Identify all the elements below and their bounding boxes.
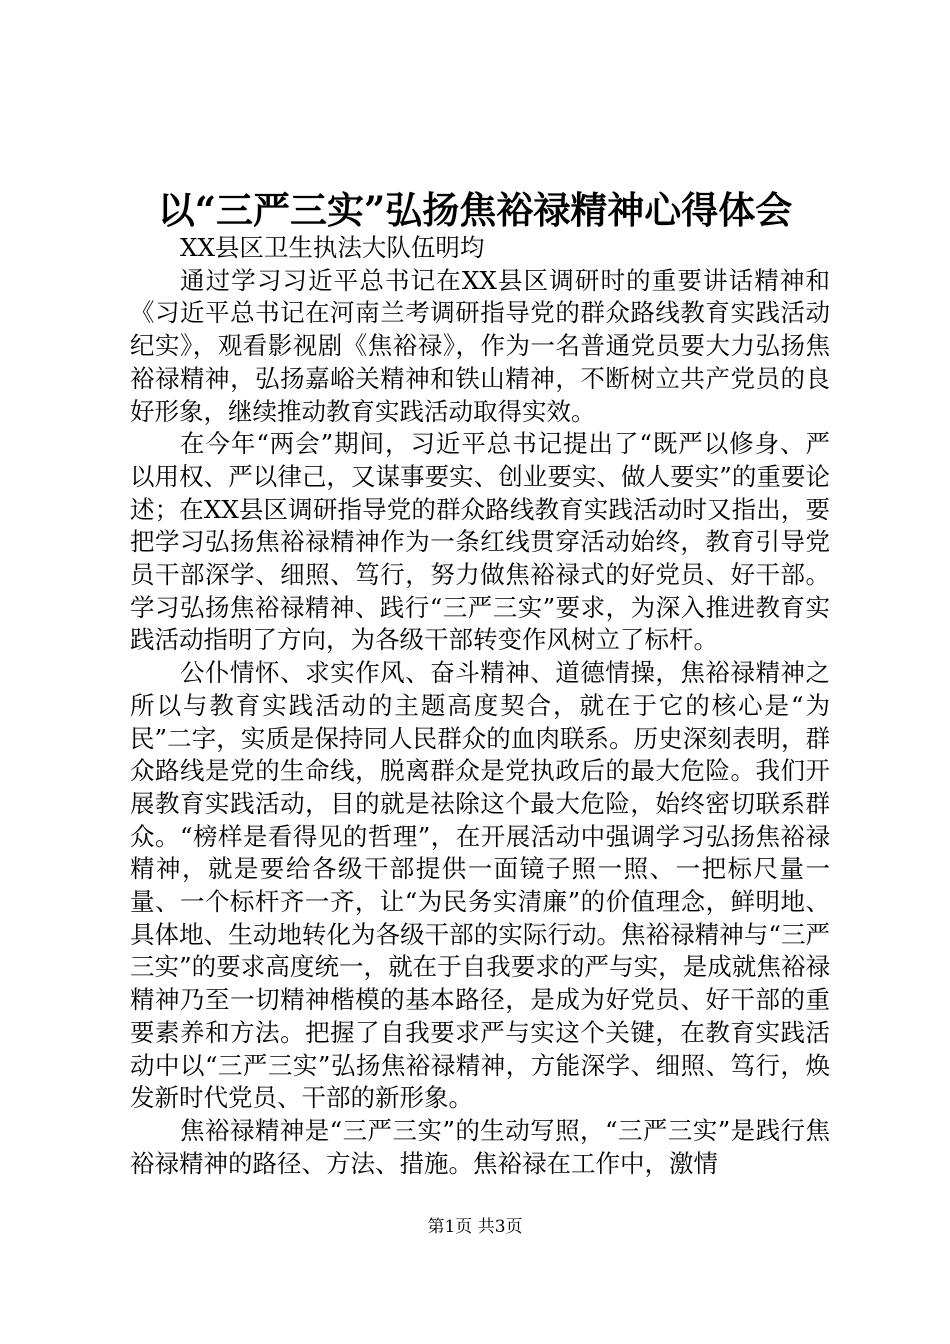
paragraph: 在今年“两会”期间，习近平总书记提出了“既严以修身、严以用权、严以律己，又谋事要实、创业要实、做人要实”的重要论述；在XX县区调研指导党的群众路线教育实践活动时又指出，要把学习弘扬焦裕禄精神作为一条红线贯穿活动始终，教育引导党员干部深学、细照、笃行，努力做焦裕禄式的好党员、好干部。学习弘扬焦裕禄精神、践行“三严三实”要求，为深入推进教育实践活动指明了方向，为各级干部转变作风树立了标杆。 — [130, 429, 830, 655]
document-title: 以“三严三实”弘扬焦裕禄精神心得体会 — [157, 188, 793, 232]
author-line: XX县区卫生执法大队伍明均 — [180, 233, 485, 262]
paragraph: 公仆情怀、求实作风、奋斗精神、道德情操，焦裕禄精神之所以与教育实践活动的主题高度契合，就在于它的核心是“为民”二字，实质是保持同人民群众的血肉联系。历史深刻表明，群众路线是党的生命线，脱离群众是党执政后的最大危险。我们开展教育实践活动，目的就是祛除这个最大危险，始终密切联系群众。“榜样是看得见的哲理”，在开展活动中强调学习弘扬焦裕禄精神，就是要给各级干部提供一面镜子照一照、一把标尺量一量、一个标杆齐一齐，让“为民务实清廉”的价值理念，鲜明地、具体地、生动地转化为各级干部的实际行动。焦裕禄精神与“三严三实”的要求高度统一，就在于自我要求的严与实，是成就焦裕禄精神乃至一切精神楷模的基本路径，是成为好党员、好干部的重要素养和方法。把握了自我要求严与实这个关键，在教育实践活动中以“三严三实”弘扬焦裕禄精神，方能深学、细照、笃行，焕发新时代党员、干部的新形象。 — [130, 658, 830, 1113]
paragraph: 通过学习习近平总书记在XX县区调研时的重要讲话精神和《习近平总书记在河南兰考调研指导党的群众路线教育实践活动纪实》，观看影视剧《焦裕禄》，作为一名普通党员要大力弘扬焦裕禄精神，弘扬嘉峪关精神和铁山精神，不断树立共产党员的良好形象，继续推动教育实践活动取得实效。 — [130, 265, 830, 426]
paragraph: 焦裕禄精神是“三严三实”的生动写照，“三严三实”是践行焦裕禄精神的路径、方法、措施。焦裕禄在工作中，激情 — [130, 1115, 830, 1178]
document-body — [130, 232, 830, 1180]
page-footer: 第1页 共3页 — [427, 1217, 523, 1237]
